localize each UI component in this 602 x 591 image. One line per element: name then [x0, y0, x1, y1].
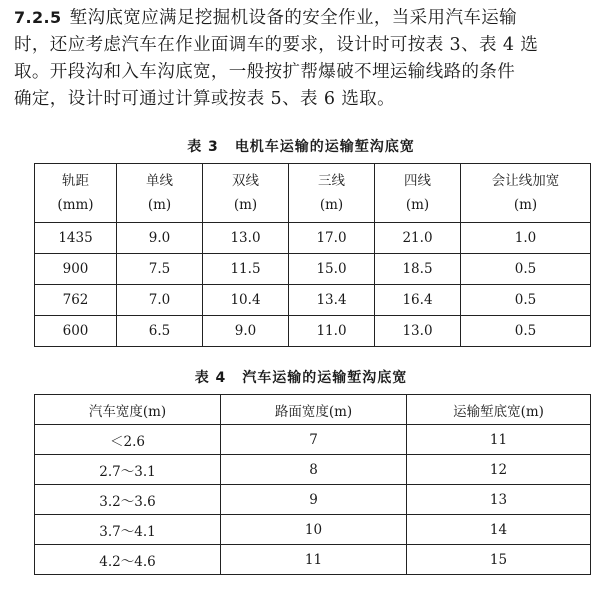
- table4-cell: ＜2.6: [35, 425, 221, 455]
- table3-title: 电机车运输的运输堑沟底宽: [234, 139, 415, 155]
- table3-row: [35, 316, 591, 347]
- table4-header-row: [35, 395, 591, 425]
- table3-cell: 10.4: [203, 285, 289, 316]
- table4-cell: 8: [221, 455, 407, 485]
- table3-cell: 21.0: [375, 223, 461, 254]
- table3-cell: 762: [35, 285, 117, 316]
- header-label: 轨距: [62, 173, 89, 189]
- table3-cell: 0.5: [461, 285, 591, 316]
- table3-cell: 7.0: [117, 285, 203, 316]
- table3-number: 表 3: [187, 139, 219, 155]
- table4-cell: 15: [407, 545, 591, 575]
- table4-row: [35, 425, 591, 455]
- table3-cell: 13.0: [203, 223, 289, 254]
- table4-cell: 11: [407, 425, 591, 455]
- header-label: 单线: [146, 173, 173, 189]
- table4-cell: 10: [221, 515, 407, 545]
- table4-row: [35, 515, 591, 545]
- table3-cell: 11.0: [289, 316, 375, 347]
- table3-header-cell: [203, 164, 289, 223]
- table3-header-cell: [35, 164, 117, 223]
- table4-cell: 4.2～4.6: [35, 545, 221, 575]
- table4-cell: 7: [221, 425, 407, 455]
- table4-number: 表 4: [194, 370, 227, 386]
- paragraph-line: 取。开段沟和入车沟底宽，一般按扩帮爆破不埋运输线路的条件: [14, 62, 516, 82]
- header-label: 双线: [232, 173, 259, 189]
- table3-cell: 600: [35, 316, 117, 347]
- table3: [34, 163, 591, 347]
- table4-header-cell: 运输堑底宽(m): [407, 395, 591, 425]
- table3-header-cell: [117, 164, 203, 223]
- table3-cell: 17.0: [289, 223, 375, 254]
- table3-header-cell: [375, 164, 461, 223]
- table3-row: [35, 285, 591, 316]
- table4-cell: 9: [221, 485, 407, 515]
- table3-cell: 7.5: [117, 254, 203, 285]
- table3-cell: 9.0: [203, 316, 289, 347]
- paragraph-line: 堑沟底宽应满足挖掘机设备的安全作业，当采用汽车运输: [69, 8, 518, 28]
- table3-cell: 13.4: [289, 285, 375, 316]
- table3-cell: 900: [35, 254, 117, 285]
- header-label: 三线: [318, 173, 345, 189]
- section-number: 7.2.5: [14, 8, 62, 27]
- table3-cell: 11.5: [203, 254, 289, 285]
- paragraph-line: 时，还应考虑汽车在作业面调车的要求，设计时可按表 3、表 4 选: [14, 35, 539, 55]
- table3-cell: 1.0: [461, 223, 591, 254]
- table3-cell: 15.0: [289, 254, 375, 285]
- table3-row: [35, 254, 591, 285]
- header-unit: (m): [513, 197, 538, 213]
- table4-cell: 3.2～3.6: [35, 485, 221, 515]
- table3-header-row: [35, 164, 591, 223]
- table3-caption: [0, 136, 602, 156]
- table4-header-cell: 路面宽度(m): [221, 395, 407, 425]
- header-unit: (m): [233, 197, 258, 213]
- table3-cell: 0.5: [461, 316, 591, 347]
- table3-cell: 0.5: [461, 254, 591, 285]
- table3-row: [35, 223, 591, 254]
- section-paragraph: [14, 4, 594, 113]
- table3-header-cell: [289, 164, 375, 223]
- header-label: 会让线加宽: [491, 173, 560, 189]
- table3-header-cell: [461, 164, 591, 223]
- table4: [34, 394, 591, 575]
- table4-cell: 13: [407, 485, 591, 515]
- table4-cell: 3.7～4.1: [35, 515, 221, 545]
- header-unit: (m): [147, 197, 172, 213]
- header-unit: (mm): [57, 197, 94, 213]
- table3-cell: 18.5: [375, 254, 461, 285]
- table3-cell: 6.5: [117, 316, 203, 347]
- table3-cell: 16.4: [375, 285, 461, 316]
- table4-title: 汽车运输的运输堑沟底宽: [242, 370, 408, 386]
- header-unit: (m): [405, 197, 430, 213]
- header-label: 四线: [404, 173, 431, 189]
- table4-row: [35, 455, 591, 485]
- table3-cell: 1435: [35, 223, 117, 254]
- table4-cell: 14: [407, 515, 591, 545]
- table4-header-cell: 汽车宽度(m): [35, 395, 221, 425]
- table4-row: [35, 545, 591, 575]
- table3-cell: 13.0: [375, 316, 461, 347]
- paragraph-line: 确定，设计时可通过计算或按表 5、表 6 选取。: [14, 89, 396, 109]
- table3-cell: 9.0: [117, 223, 203, 254]
- table4-caption: [0, 367, 602, 387]
- table4-cell: 11: [221, 545, 407, 575]
- table4-cell: 2.7～3.1: [35, 455, 221, 485]
- table4-cell: 12: [407, 455, 591, 485]
- header-unit: (m): [319, 197, 344, 213]
- table4-row: [35, 485, 591, 515]
